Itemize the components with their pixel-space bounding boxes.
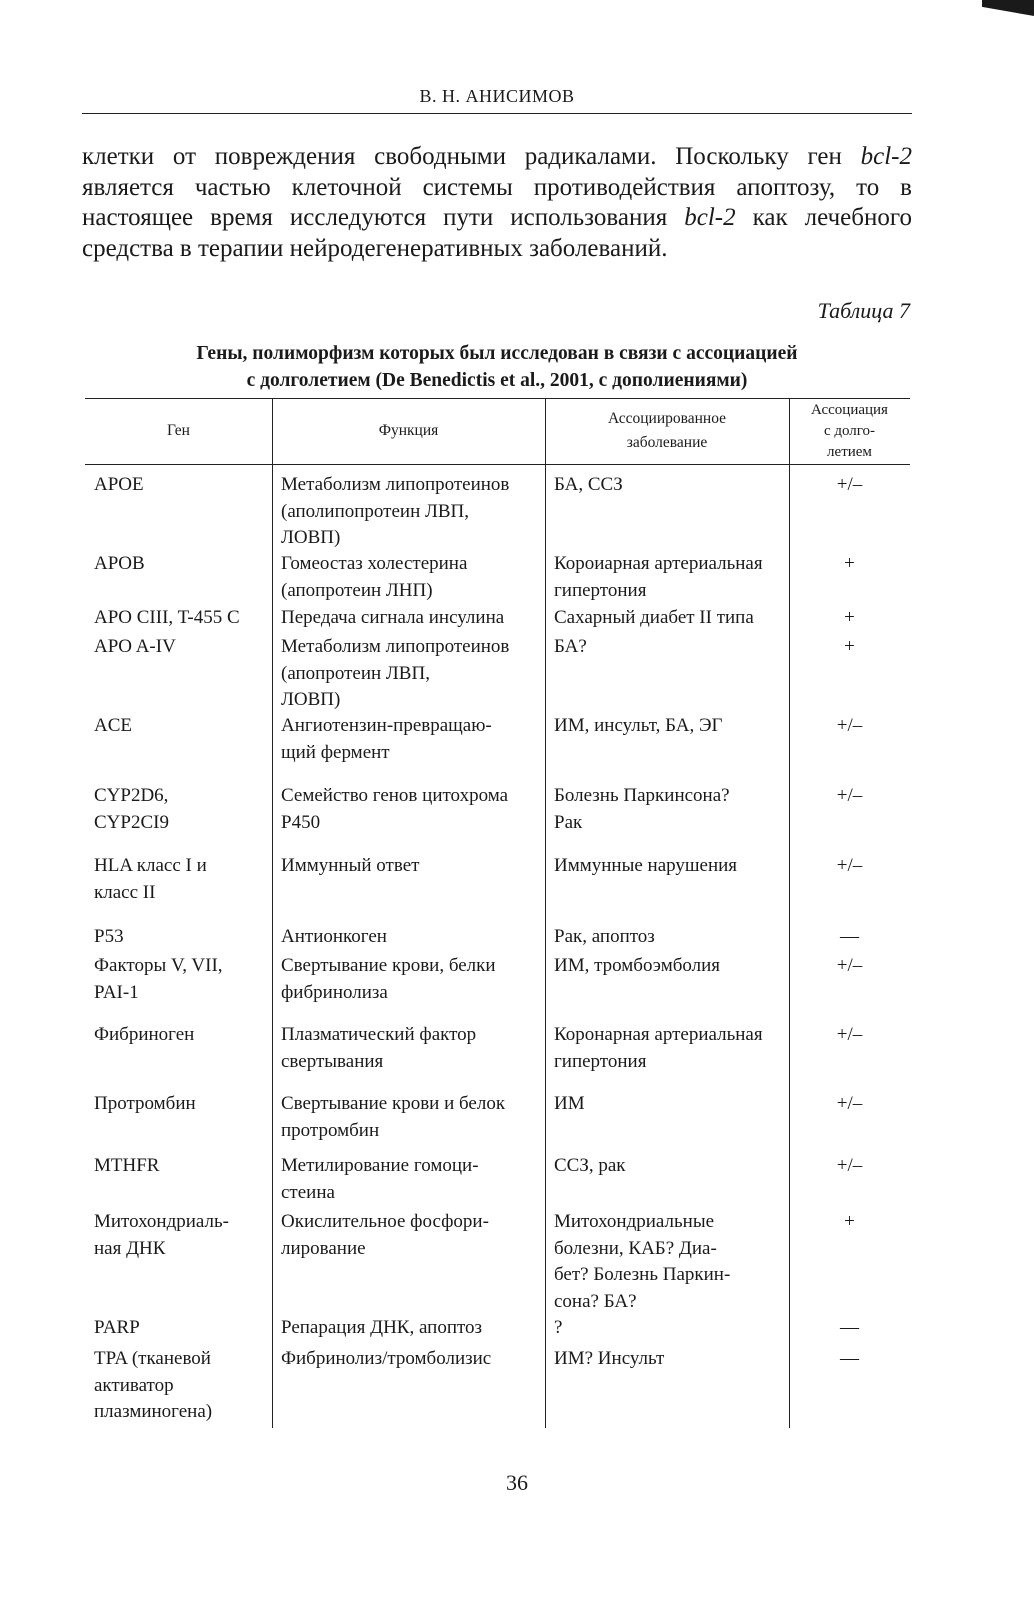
cell-disease: Болезнь Паркинсона? Рак — [554, 785, 730, 833]
cell-disease: Рак, апоптоз — [554, 926, 655, 947]
cell-association: +/– — [836, 855, 863, 876]
cell-association: — — [840, 926, 859, 947]
column-divider — [545, 398, 546, 1428]
cell-function: Метаболизм липопротеинов (аполипопротеин ЛВП, ЛОВП) — [281, 474, 510, 548]
scan-corner-mark — [982, 0, 1034, 16]
cell-gene: APO CIII, T-455 C — [94, 607, 240, 628]
column-divider — [272, 398, 273, 1428]
cell-disease: Митохондриальные болезни, КАБ? Диа- бет? Болезнь Паркин- сона? БА? — [554, 1211, 731, 1312]
cell-disease: ИМ, инсульт, БА, ЭГ — [554, 715, 723, 736]
body-text-2: является частью клеточной системы противодействия апоптозу, то в настоящее время исследуются пути использования — [82, 173, 912, 231]
cell-function: Плазматический фактор свертывания — [281, 1024, 477, 1072]
table-header-rule — [85, 464, 910, 465]
cell-gene: APOE — [94, 474, 144, 495]
cell-function: Метилирование гомоци- стеина — [281, 1155, 479, 1203]
cell-function: Семейство генов цитохрома P450 — [281, 785, 509, 833]
running-head: В. Н. АНИСИМОВ — [419, 86, 575, 106]
cell-gene: APO A-IV — [94, 636, 176, 657]
cell-function: Свертывание крови, белки фибринолиза — [281, 955, 496, 1003]
cell-association: + — [844, 553, 855, 574]
cell-disease: ССЗ, рак — [554, 1155, 626, 1176]
cell-disease: БА, ССЗ — [554, 474, 623, 495]
cell-function: Свертывание крови и белок протромбин — [281, 1093, 506, 1141]
cell-disease: Сахарный диабет II типа — [554, 607, 754, 628]
cell-function: Иммунный ответ — [281, 855, 420, 876]
cell-gene: PARP — [94, 1317, 140, 1338]
cell-association: +/– — [836, 1093, 863, 1114]
cell-function: Антионкоген — [281, 926, 387, 947]
cell-gene: ACE — [94, 715, 132, 736]
cell-gene: Факторы V, VII, PAI-1 — [94, 955, 223, 1003]
cell-function: Окислительное фосфори- лирование — [281, 1211, 489, 1259]
cell-association: — — [840, 1348, 859, 1369]
cell-gene: APOB — [94, 553, 145, 574]
gene-name-italic: bcl-2 — [860, 143, 912, 170]
cell-disease: Иммунные нарушения — [554, 855, 738, 876]
cell-gene: Протромбин — [94, 1093, 196, 1114]
cell-gene: P53 — [94, 926, 124, 947]
cell-gene: MTHFR — [94, 1155, 160, 1176]
cell-gene: HLA класс I и класс II — [94, 855, 207, 903]
cell-gene: Митохондриаль- ная ДНК — [94, 1211, 229, 1259]
header-gene: Ген — [167, 422, 190, 439]
header-disease: Ассоциированное заболевание — [607, 410, 727, 451]
table-title-line-2: с долголетием (De Benedictis et al., 2001, с дополиениями) — [246, 370, 748, 391]
cell-gene: TPA (тканевой активатор плазминогена) — [94, 1348, 213, 1422]
gene-table — [85, 398, 910, 1432]
table-title — [82, 340, 912, 394]
cell-association: +/– — [836, 474, 863, 495]
cell-function: Фибринолиз/тромболизис — [281, 1348, 492, 1369]
header-association: Ассоциация с долго- летием — [811, 401, 888, 460]
cell-association: — — [840, 1317, 859, 1338]
body-paragraph — [82, 142, 912, 264]
cell-association: +/– — [836, 1024, 863, 1045]
cell-association: +/– — [836, 1155, 863, 1176]
cell-association: + — [844, 636, 855, 657]
cell-function: Метаболизм липопротеинов (апопротеин ЛВП, ЛОВП) — [281, 636, 510, 710]
cell-gene: CYP2D6, CYP2CI9 — [94, 785, 169, 833]
cell-disease: ИМ, тромбоэмболия — [554, 955, 721, 976]
cell-disease: ? — [554, 1317, 563, 1338]
body-text-1: клетки от повреждения свободными радикалами. Поскольку ген — [82, 143, 861, 170]
cell-disease: Короиарная артериальная гипертония — [554, 553, 763, 601]
cell-disease: БА? — [554, 636, 587, 657]
body-text-3: как лечебного средства в терапии нейродегенеративных заболеваний. — [82, 204, 913, 262]
cell-disease: Коронарная артериальная гипертония — [554, 1024, 763, 1072]
cell-association: + — [844, 607, 855, 628]
cell-association: +/– — [836, 955, 863, 976]
cell-association: +/– — [836, 785, 863, 806]
page-number: 36 — [506, 1470, 528, 1495]
table-title-line-1: Гены, полиморфизм которых был исследован в связи с ассоциацией — [196, 343, 798, 364]
header-function: Функция — [378, 422, 439, 439]
cell-function: Ангиотензин-превращаю- щий фермент — [281, 715, 492, 763]
cell-disease: ИМ — [554, 1093, 585, 1114]
cell-disease: ИМ? Инсульт — [554, 1348, 665, 1369]
cell-gene: Фибриноген — [94, 1024, 195, 1045]
table-number-label: Таблица 7 — [817, 298, 910, 323]
cell-association: +/– — [836, 715, 863, 736]
cell-association: + — [844, 1211, 855, 1232]
cell-function: Гомеостаз холестерина (апопротеин ЛНП) — [281, 553, 468, 601]
header-rule — [82, 113, 912, 114]
gene-name-italic: bcl-2 — [684, 204, 736, 231]
cell-function: Передача сигнала инсулина — [281, 607, 505, 628]
cell-function: Репарация ДНК, апоптоз — [281, 1317, 483, 1338]
